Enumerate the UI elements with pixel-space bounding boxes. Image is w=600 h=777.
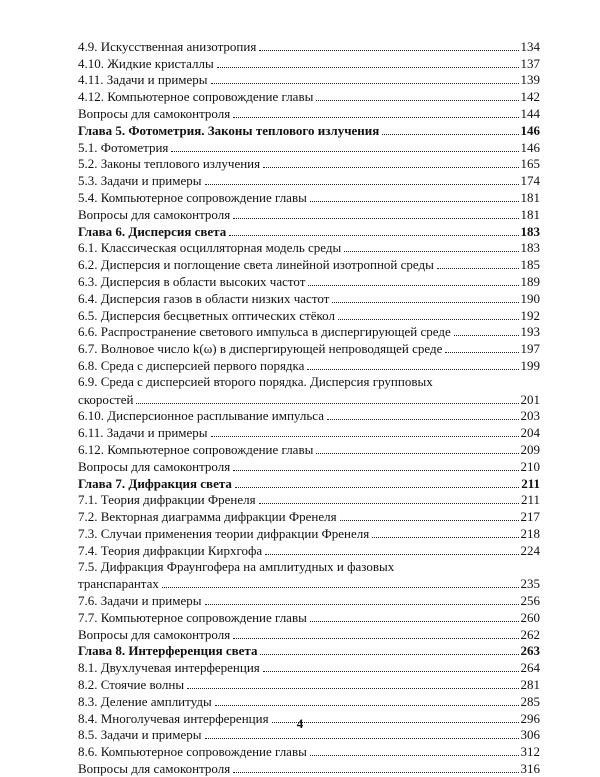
toc-entry-page: 165 bbox=[520, 156, 540, 172]
dot-leader bbox=[187, 688, 518, 689]
toc-entry bbox=[78, 743, 540, 760]
toc-entry-page: 260 bbox=[520, 609, 540, 625]
toc-entry-title: 7.4. Теория дифракции Кирхгофа bbox=[78, 542, 263, 558]
toc-entry bbox=[78, 340, 540, 357]
toc-entry-page: 174 bbox=[520, 173, 540, 189]
toc-entry bbox=[78, 240, 540, 257]
toc-entry-page: 181 bbox=[520, 189, 540, 205]
toc-entry bbox=[78, 441, 540, 458]
toc-entry-title: 5.4. Компьютерное сопровождение главы bbox=[78, 189, 307, 205]
toc-entry-page: 203 bbox=[520, 408, 540, 424]
toc-entry-title: Вопросы для самоконтроля bbox=[78, 206, 231, 222]
toc-entry-page: 146 bbox=[520, 139, 540, 155]
dot-leader bbox=[233, 117, 518, 118]
dot-leader bbox=[235, 487, 519, 488]
toc-entry bbox=[78, 55, 540, 72]
toc-entry-page: 183 bbox=[520, 223, 540, 239]
toc-entry-page: 144 bbox=[520, 105, 540, 121]
toc-entry-title: 4.9. Искусственная анизотропия bbox=[78, 38, 257, 54]
toc-entry-title: 6.3. Дисперсия в области высоких частот bbox=[78, 273, 306, 289]
toc-entry-page: 224 bbox=[520, 542, 540, 558]
toc-entry bbox=[78, 38, 540, 55]
toc-entry-page: 316 bbox=[520, 761, 540, 777]
dot-leader bbox=[211, 436, 519, 437]
dot-leader bbox=[265, 554, 518, 555]
dot-leader bbox=[445, 352, 518, 353]
dot-leader bbox=[307, 369, 518, 370]
toc-entry bbox=[78, 172, 540, 189]
toc-entry-continuation bbox=[78, 391, 540, 408]
toc-entry-page: 211 bbox=[520, 492, 540, 508]
toc-entry-page: 217 bbox=[520, 509, 540, 525]
toc-entry-page: 285 bbox=[520, 693, 540, 709]
toc-entry-title: 4.11. Задачи и примеры bbox=[78, 72, 208, 88]
toc-entry-page: 190 bbox=[520, 290, 540, 306]
toc-entry bbox=[78, 189, 540, 206]
toc-entry bbox=[78, 525, 540, 542]
toc-entry-title-continued: скоростей bbox=[78, 391, 134, 407]
toc-entry-page: 296 bbox=[520, 710, 540, 726]
dot-leader bbox=[454, 335, 519, 336]
toc-entry-title: Глава 5. Фотометрия. Законы теплового излучения bbox=[78, 122, 380, 138]
toc-entry-title: 8.2. Стоячие волны bbox=[78, 677, 185, 693]
toc-entry bbox=[78, 139, 540, 156]
dot-leader bbox=[205, 604, 519, 605]
toc-entry-title: 6.11. Задачи и примеры bbox=[78, 425, 208, 441]
toc-entry-title: 6.10. Дисперсионное расплывание импульса bbox=[78, 408, 324, 424]
toc-entry bbox=[78, 408, 540, 425]
toc-entry-title: 5.1. Фотометрия bbox=[78, 139, 169, 155]
toc-entry bbox=[78, 357, 540, 374]
dot-leader bbox=[215, 705, 519, 706]
toc-entry-page: 201 bbox=[520, 391, 540, 407]
toc-entry-title: 7.7. Компьютерное сопровождение главы bbox=[78, 609, 307, 625]
toc-entry-title: 8.1. Двухлучевая интерференция bbox=[78, 660, 260, 676]
toc-chapter-heading bbox=[78, 122, 540, 139]
dot-leader bbox=[217, 67, 519, 68]
toc-entry-page: 137 bbox=[520, 55, 540, 71]
toc-entry-page: 181 bbox=[520, 206, 540, 222]
toc-entry-title: 6.7. Волновое число k(ω) в диспергирующей непроводящей среде bbox=[78, 341, 443, 357]
toc-entry-title: 8.5. Задачи и примеры bbox=[78, 727, 202, 743]
toc-entry-page: 199 bbox=[520, 357, 540, 373]
toc-entry-title: 6.8. Среда с дисперсией первого порядка bbox=[78, 357, 305, 373]
toc-entry-page: 185 bbox=[520, 257, 540, 273]
toc-entry-page: 264 bbox=[520, 660, 540, 676]
toc-entry-page: 189 bbox=[520, 273, 540, 289]
dot-leader bbox=[162, 587, 519, 588]
toc-entry-page: 192 bbox=[520, 307, 540, 323]
toc-entry bbox=[78, 693, 540, 710]
toc-chapter-heading bbox=[78, 643, 540, 660]
dot-leader bbox=[171, 151, 518, 152]
toc-entry-title: Глава 7. Дифракция света bbox=[78, 475, 232, 491]
dot-leader bbox=[316, 100, 518, 101]
toc-entry bbox=[78, 156, 540, 173]
dot-leader bbox=[136, 403, 518, 404]
dot-leader bbox=[263, 167, 518, 168]
dot-leader bbox=[372, 537, 518, 538]
toc-entry-title: 8.3. Деление амплитуды bbox=[78, 693, 212, 709]
dot-leader bbox=[263, 671, 519, 672]
toc-entry-title: 8.4. Многолучевая интерференция bbox=[78, 710, 269, 726]
toc-entry-title: 6.2. Дисперсия и поглощение света линейной изотропной среды bbox=[78, 257, 434, 273]
dot-leader bbox=[344, 251, 518, 252]
toc-entry bbox=[78, 659, 540, 676]
dot-leader bbox=[211, 83, 519, 84]
dot-leader bbox=[233, 470, 518, 471]
dot-leader bbox=[259, 50, 518, 51]
toc-entry-page: 306 bbox=[520, 727, 540, 743]
toc-entry-title: Вопросы для самоконтроля bbox=[78, 761, 231, 777]
dot-leader bbox=[382, 134, 518, 135]
toc-entry-title: 8.6. Компьютерное сопровождение главы bbox=[78, 744, 307, 760]
toc-entry bbox=[78, 676, 540, 693]
toc-entry bbox=[78, 374, 540, 391]
toc-entry bbox=[78, 609, 540, 626]
dot-leader bbox=[260, 654, 518, 655]
toc-entry-title: 5.3. Задачи и примеры bbox=[78, 173, 202, 189]
toc-entry bbox=[78, 559, 540, 576]
toc-entry-page: 218 bbox=[520, 525, 540, 541]
toc-entry-page: 183 bbox=[520, 240, 540, 256]
dot-leader bbox=[259, 503, 519, 504]
toc-entry-page: 193 bbox=[520, 324, 540, 340]
toc-entry-title-continued: транспарантах bbox=[78, 576, 159, 592]
toc-entry bbox=[78, 542, 540, 559]
toc-entry bbox=[78, 508, 540, 525]
dot-leader bbox=[310, 201, 519, 202]
dot-leader bbox=[229, 235, 518, 236]
dot-leader bbox=[437, 268, 519, 269]
toc-entry bbox=[78, 72, 540, 89]
toc-entry-page: 146 bbox=[520, 122, 540, 138]
toc-entry-title: 6.6. Распространение светового импульса в диспергирующей среде bbox=[78, 324, 451, 340]
toc-entry-title: Глава 8. Интерференция света bbox=[78, 643, 258, 659]
toc-entry bbox=[78, 273, 540, 290]
page-number: 4 bbox=[296, 716, 304, 731]
toc-entry-title: Вопросы для самоконтроля bbox=[78, 458, 231, 474]
toc-entry bbox=[78, 592, 540, 609]
toc-entry-page: 235 bbox=[520, 576, 540, 592]
toc-entry bbox=[78, 324, 540, 341]
toc-entry bbox=[78, 88, 540, 105]
toc-entry-page: 209 bbox=[520, 441, 540, 457]
toc-entry bbox=[78, 105, 540, 122]
dot-leader bbox=[310, 621, 519, 622]
toc-entry-title: 4.12. Компьютерное сопровождение главы bbox=[78, 89, 314, 105]
toc-entry-title: Глава 6. Дисперсия света bbox=[78, 223, 227, 239]
dot-leader bbox=[233, 772, 518, 773]
dot-leader bbox=[205, 184, 519, 185]
dot-leader bbox=[308, 285, 518, 286]
toc-entry-title: 4.10. Жидкие кристаллы bbox=[78, 55, 214, 71]
toc-entry-page: 312 bbox=[520, 744, 540, 760]
dot-leader bbox=[332, 302, 518, 303]
toc-entry bbox=[78, 256, 540, 273]
dot-leader bbox=[310, 755, 519, 756]
dot-leader bbox=[233, 218, 518, 219]
toc-entry-page: 263 bbox=[520, 643, 540, 659]
toc-entry bbox=[78, 290, 540, 307]
dot-leader bbox=[327, 419, 519, 420]
toc-entry bbox=[78, 492, 540, 509]
toc-entry bbox=[78, 626, 540, 643]
toc-entry-title: 6.4. Дисперсия газов в области низких частот bbox=[78, 290, 330, 306]
table-of-contents bbox=[78, 38, 540, 777]
toc-entry-title: 7.6. Задачи и примеры bbox=[78, 593, 202, 609]
toc-entry-page: 204 bbox=[520, 425, 540, 441]
toc-entry-page: 139 bbox=[520, 72, 540, 88]
toc-entry-title: 6.9. Среда с дисперсией второго порядка. Дисперсия групповых bbox=[78, 373, 433, 389]
toc-entry-title: Вопросы для самоконтроля bbox=[78, 626, 231, 642]
toc-entry-page: 256 bbox=[520, 593, 540, 609]
toc-chapter-heading bbox=[78, 223, 540, 240]
toc-entry bbox=[78, 458, 540, 475]
dot-leader bbox=[316, 453, 518, 454]
toc-entry-page: 197 bbox=[520, 341, 540, 357]
toc-entry-title: 7.1. Теория дифракции Френеля bbox=[78, 492, 256, 508]
dot-leader bbox=[233, 638, 518, 639]
toc-entry bbox=[78, 206, 540, 223]
toc-chapter-heading bbox=[78, 475, 540, 492]
dot-leader bbox=[338, 319, 519, 320]
toc-entry-continuation bbox=[78, 576, 540, 593]
toc-entry-title: 7.2. Векторная диаграмма дифракции Френеля bbox=[78, 509, 337, 525]
toc-entry-title: Вопросы для самоконтроля bbox=[78, 105, 231, 121]
toc-entry bbox=[78, 307, 540, 324]
toc-entry-page: 281 bbox=[520, 677, 540, 693]
dot-leader bbox=[205, 738, 519, 739]
toc-entry-title: 6.5. Дисперсия бесцветных оптических стёкол bbox=[78, 307, 335, 323]
toc-entry-page: 134 bbox=[520, 38, 540, 54]
toc-entry bbox=[78, 424, 540, 441]
toc-entry-page: 211 bbox=[521, 475, 540, 491]
toc-entry-title: 7.3. Случаи применения теории дифракции Френеля bbox=[78, 525, 370, 541]
toc-entry-page: 210 bbox=[520, 458, 540, 474]
toc-entry-title: 6.12. Компьютерное сопровождение главы bbox=[78, 441, 314, 457]
toc-entry-page: 262 bbox=[520, 626, 540, 642]
dot-leader bbox=[340, 520, 519, 521]
toc-entry-title: 5.2. Законы теплового излучения bbox=[78, 156, 261, 172]
toc-entry-title: 7.5. Дифракция Фраунгофера на амплитудных и фазовых bbox=[78, 558, 395, 574]
toc-entry-title: 6.1. Классическая осцилляторная модель среды bbox=[78, 240, 342, 256]
toc-entry bbox=[78, 760, 540, 777]
toc-entry-page: 142 bbox=[520, 89, 540, 105]
